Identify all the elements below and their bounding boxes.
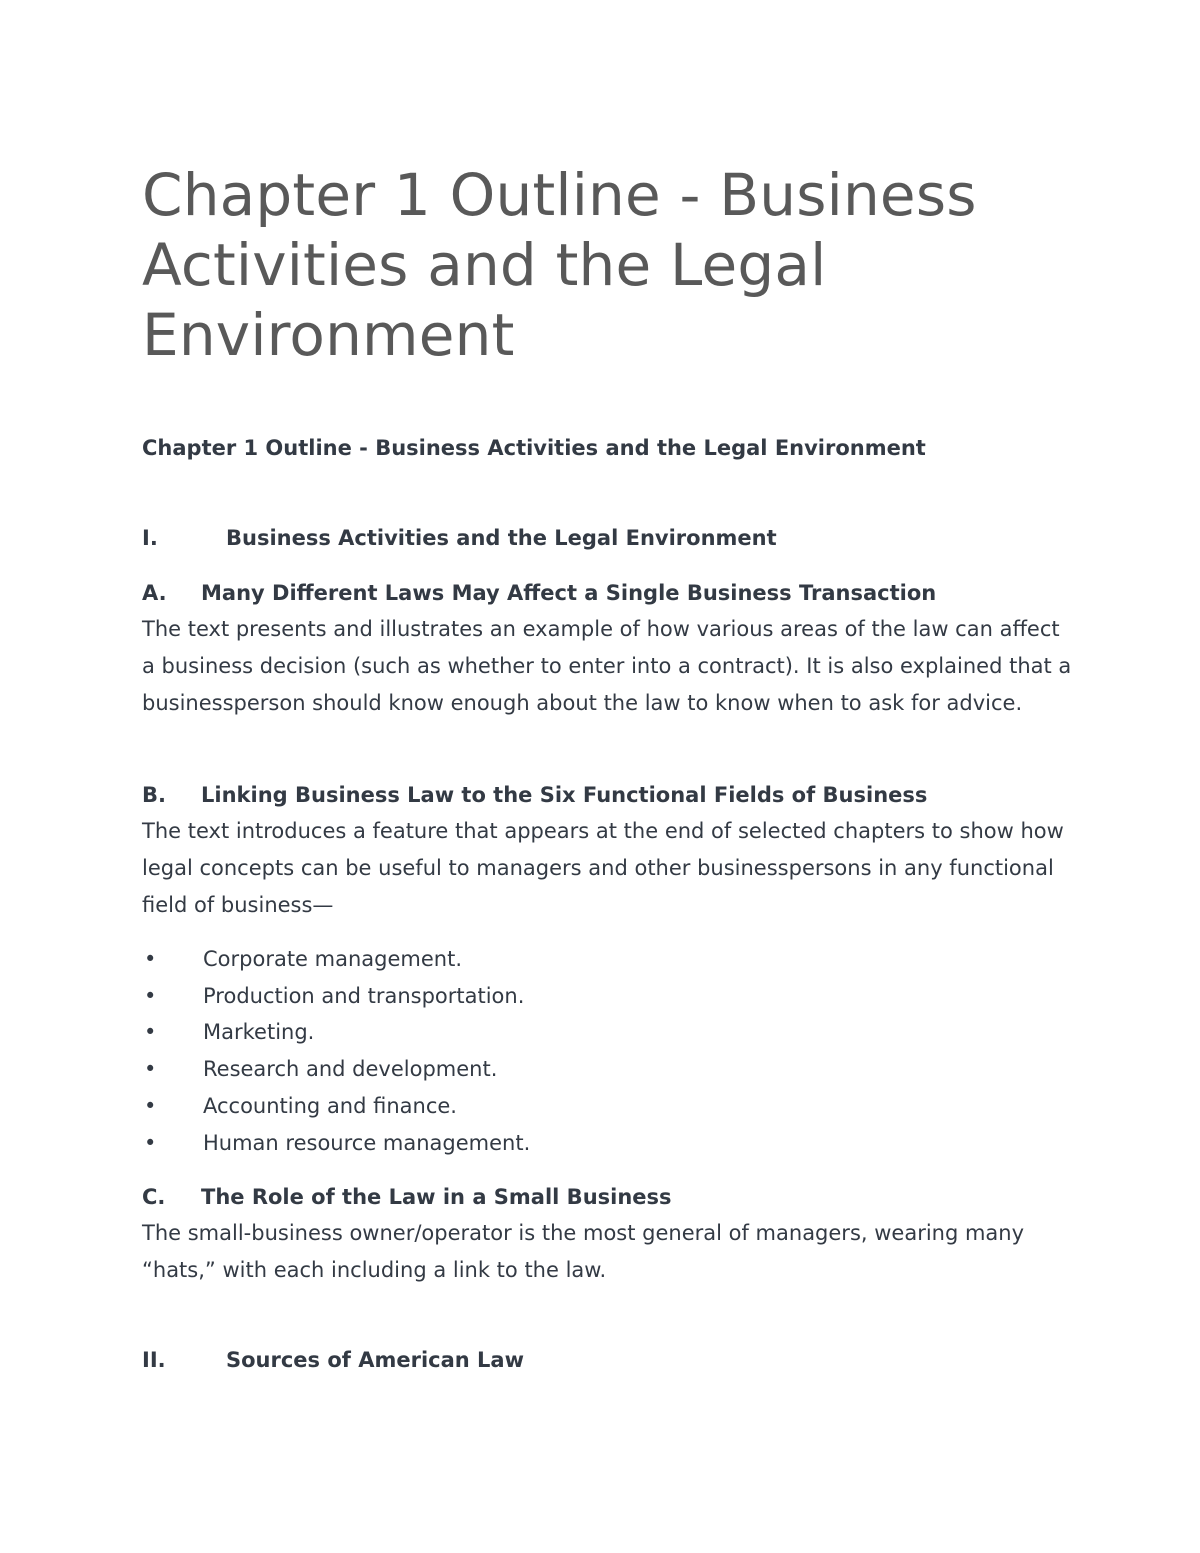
list-item (142, 1088, 530, 1125)
bullet-icon: • (144, 1093, 157, 1118)
part-one-numeral: I. (142, 526, 158, 550)
part-two-numeral: II. (142, 1348, 166, 1372)
list-item-label: Corporate management. (203, 947, 463, 971)
bullet-icon: • (144, 983, 157, 1008)
part-two-title: Sources of American Law (226, 1348, 524, 1372)
section-a-body: The text presents and illustrates an example of how various areas of the law can affect a business decision (such as whether to enter into a contract). It is also explained that a businessperson should know enough about the law to know when to ask for advice. (142, 617, 1072, 715)
document-subtitle: Chapter 1 Outline - Business Activities and the Legal Environment (142, 436, 926, 460)
part-two-heading (142, 1348, 524, 1372)
bullet-icon: • (144, 1020, 157, 1045)
list-item (142, 1014, 530, 1051)
section-b-heading (142, 777, 1072, 813)
bullet-icon: • (144, 1130, 157, 1155)
document-page (142, 160, 1072, 1372)
list-item (142, 941, 530, 978)
section-c-heading (142, 1179, 1072, 1215)
list-item (142, 978, 530, 1015)
part-one-title: Business Activities and the Legal Environment (226, 526, 777, 550)
section-c-letter: C. (142, 1185, 166, 1209)
section-b-title: Linking Business Law to the Six Functional Fields of Business (201, 783, 928, 807)
section-b-body: The text introduces a feature that appears at the end of selected chapters to show how legal concepts can be useful to managers and other businesspersons in any functional field of business— (142, 819, 1064, 917)
section-a (142, 575, 1072, 722)
list-item-label: Production and transportation. (203, 983, 525, 1008)
section-a-heading (142, 575, 1072, 611)
section-a-title: Many Different Laws May Affect a Single Business Transaction (201, 581, 937, 605)
list-item (142, 1125, 530, 1162)
list-item-label: Accounting and finance. (203, 1093, 457, 1118)
section-c (142, 1179, 1072, 1289)
section-b-letter: B. (142, 783, 166, 807)
list-item-label: Research and development. (203, 1057, 498, 1082)
part-one-heading (142, 526, 777, 550)
document-title: Chapter 1 Outline - Business Activities and the Legal Environment (142, 161, 977, 369)
list-item-label: Marketing. (203, 1020, 315, 1045)
list-item (142, 1051, 530, 1088)
section-b (142, 777, 1072, 924)
bullet-icon: • (144, 1057, 157, 1082)
section-c-body: The small-business owner/operator is the most general of managers, wearing many “hats,” with each including a link to the law. (142, 1221, 1025, 1282)
list-item-label: Human resource management. (203, 1130, 531, 1155)
section-a-letter: A. (142, 581, 167, 605)
functional-fields-list (142, 941, 530, 1161)
section-c-title: The Role of the Law in a Small Business (201, 1185, 672, 1209)
bullet-icon: • (144, 947, 157, 971)
